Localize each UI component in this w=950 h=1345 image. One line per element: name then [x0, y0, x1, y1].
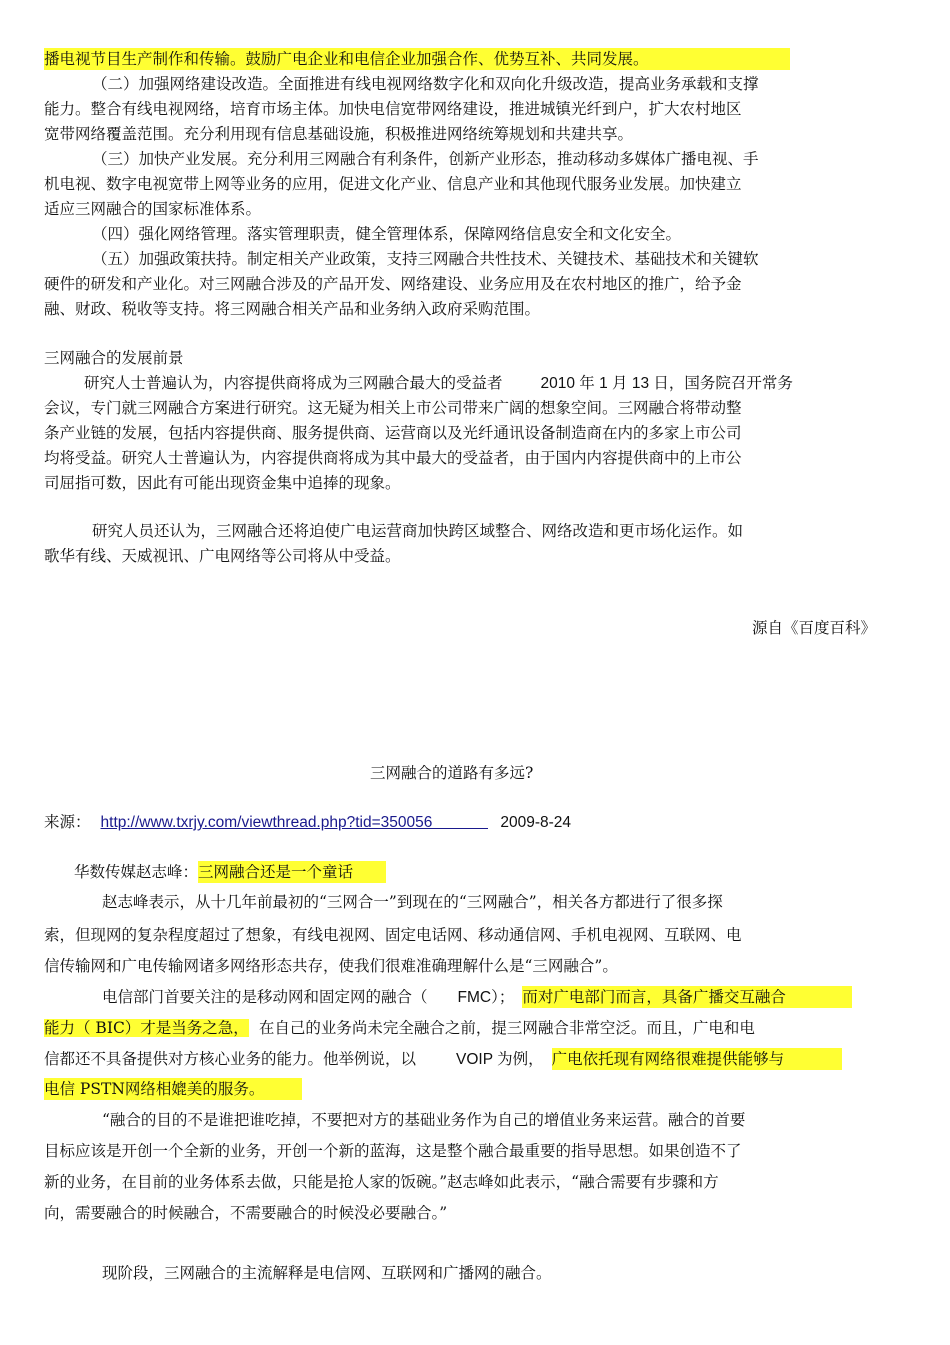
text-line: （四）强化网络管理。落实管理职责，健全管理体系，保障网络信息安全和文化安全。	[92, 225, 682, 243]
text-line: “融合的目的不是谁把谁吃掉，不要把对方的基础业务作为自己的增值业务来运营。融合的首要	[102, 1111, 746, 1129]
text-line: 条产业链的发展，包括内容提供商、服务提供商、运营商以及光纤通讯设备制造商在内的多家上市公司	[44, 424, 742, 442]
highlight-segment: 能力（ BIC）才是当务之急，	[44, 1019, 249, 1037]
source-link[interactable]: http://www.txrjy.com/viewthread.php?tid=350056	[100, 814, 433, 831]
subheading-author: 华数传媒赵志峰：	[74, 863, 199, 881]
article-date: 2009-8-24	[500, 814, 572, 831]
source-attribution: 源自《百度百科》	[752, 619, 877, 637]
text-line	[44, 1078, 302, 1100]
text-line: 司屈指可数，因此有可能出现资金集中追捧的现象。	[44, 474, 401, 492]
date-text: 2010 年 1 月 13 日，国务院召开常务	[540, 375, 793, 392]
text-segment: 在自己的业务尚未完全融合之前，提三网融合非常空泛。而且，广电和电	[258, 1019, 755, 1037]
text-line: 现阶段，三网融合的主流解释是电信网、互联网和广播网的融合。	[102, 1264, 552, 1282]
section-heading: 三网融合的发展前景	[44, 349, 184, 367]
text-line: 研究人员还认为，三网融合还将迫使广电运营商加快跨区域整合、网络改造和更市场化运作。如	[92, 522, 744, 540]
text-line: 信传输网和广电传输网诸多网络形态共存，使我们很难准确理解什么是“三网融合”。	[44, 957, 618, 975]
text-line: 宽带网络覆盖范围。充分利用现有信息基础设施，积极推进网络统筹规划和共建共享。	[44, 125, 634, 143]
text-line: （五）加强政策扶持。制定相关产业政策，支持三网融合共性技术、关键技术、基础技术和关键软	[92, 250, 759, 268]
highlight-segment: 电信 PSTN网络相媲美的服务。	[44, 1078, 302, 1100]
text-line	[102, 986, 852, 1009]
text-line: 能力。整合有线电视网络，培育市场主体。加快电信宽带网络建设，推进城镇光纤到户，扩大农村地区	[44, 100, 742, 118]
text-line	[44, 1017, 755, 1039]
source-line	[44, 811, 571, 834]
text-line: 索，但现网的复杂程度超过了想象，有线电视网、固定电话网、移动通信网、手机电视网、互联网、电	[44, 926, 742, 944]
text-segment: 信都还不具备提供对方核心业务的能力。他举例说，以	[44, 1050, 417, 1068]
text-segment: FMC）；	[457, 989, 515, 1006]
text-line: 歌华有线、天威视讯、广电网络等公司将从中受益。	[44, 547, 401, 565]
text-line: 向，需要融合的时候融合，不需要融合的时候没必要融合。”	[44, 1204, 448, 1222]
source-label: 来源：	[44, 813, 91, 831]
highlight-segment: 广电依托现有网络很难提供能够与	[552, 1048, 842, 1070]
text-segment: 研究人士普遍认为，内容提供商将成为三网融合最大的受益者	[84, 374, 503, 392]
text-line: （二）加强网络建设改造。全面推进有线电视网络数字化和双向化升级改造，提高业务承载和支撑	[92, 75, 759, 93]
text-line: 播电视节目生产制作和传输。鼓励广电企业和电信企业加强合作、优势互补、共同发展。	[44, 48, 790, 70]
text-line: 新的业务，在目前的业务体系去做，只能是抢人家的饭碗。”赵志峰如此表示，“融合需要有步骤和方	[44, 1173, 719, 1191]
subheading-highlight: 三网融合还是一个童话	[198, 861, 386, 883]
text-line: 融、财政、税收等支持。将三网融合相关产品和业务纳入政府采购范围。	[44, 300, 541, 318]
text-line: 均将受益。研究人士普遍认为，内容提供商将成为其中最大的受益者，由于国内内容提供商中的上市公	[44, 449, 742, 467]
text-segment: 电信部门首要关注的是移动网和固定网的融合（	[102, 988, 428, 1006]
text-line: 硬件的研发和产业化。对三网融合涉及的产品开发、网络建设、业务应用及在农村地区的推广，给予金	[44, 275, 742, 293]
text-line: 会议，专门就三网融合方案进行研究。这无疑为相关上市公司带来广阔的想象空间。三网融合将带动整	[44, 399, 742, 417]
text-segment: VOIP 为例，	[456, 1051, 544, 1068]
highlight-segment: 而对广电部门而言，具备广播交互融合	[522, 986, 852, 1008]
text-line: 目标应该是开创一个全新的业务，开创一个新的蓝海，这是整个融合最重要的指导思想。如果创造不了	[44, 1142, 742, 1160]
article-title: 三网融合的道路有多远?	[370, 764, 534, 782]
text-line	[44, 1048, 842, 1071]
text-line: 适应三网融合的国家标准体系。	[44, 200, 262, 218]
text-line	[84, 372, 793, 395]
text-line: 机电视、数字电视宽带上网等业务的应用，促进文化产业、信息产业和其他现代服务业发展。加快建立	[44, 175, 742, 193]
text-line: 赵志峰表示，从十几年前最初的“三网合一”到现在的“三网融合”，相关各方都进行了很多探	[102, 893, 723, 911]
subheading	[74, 861, 386, 883]
text-line: （三）加快产业发展。充分利用三网融合有利条件，创新产业形态，推动移动多媒体广播电视、手	[92, 150, 759, 168]
